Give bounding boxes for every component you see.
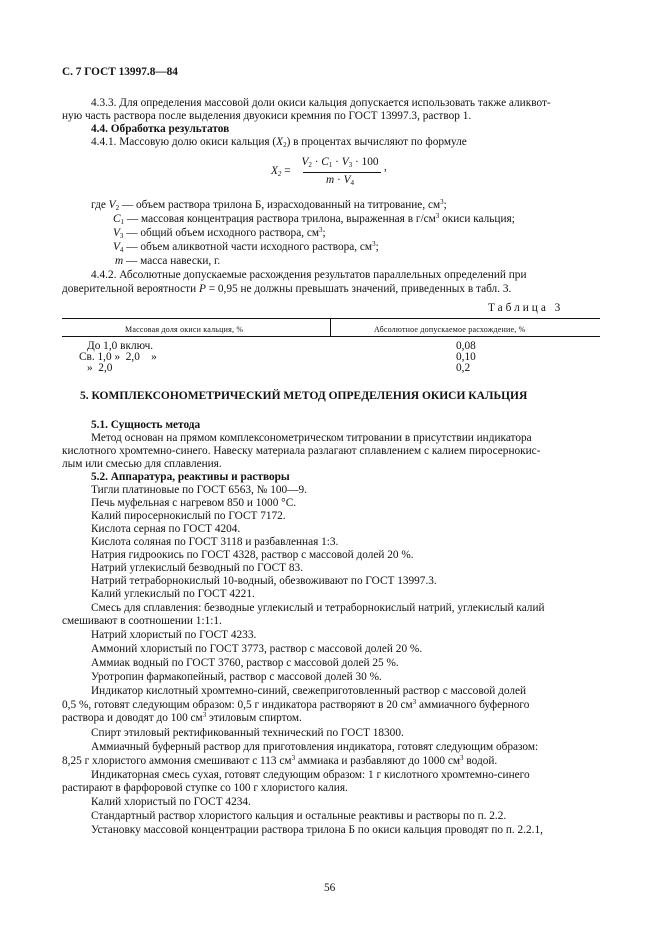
legend-v2: где $V_2$ — объем раствора трилона Б, израсходованный на титрование, $см^3$; [91,198,447,212]
list-item: Натрия гидроокись по ГОСТ 4328, раствор с массовой долей 20 %. [91,549,414,561]
list-item: Печь муфельная с нагревом 850 и 1000 °С. [91,497,297,509]
legend-m: m — масса навески, г. [115,255,221,267]
list-item: Калий углекислый по ГОСТ 4221. [91,588,255,600]
formula-comma: , [384,161,387,173]
paragraph-line: Стандартный раствор хлористого кальция и остальные реактивы и растворы по п. 2.2. [91,810,507,822]
list-item: Калий хлористый по ГОСТ 4234. [91,796,251,808]
formula-lhs: $X_2$ = [271,165,291,178]
paragraph-line: 8,25 г хлористого аммония смешивают с 113 $см^3$ аммиака и разбавляют до 1000 $см^3$ водой. [62,754,498,767]
list-item: Аммиак водный по ГОСТ 3760, раствор с массовой долей 25 %. [91,657,399,669]
list-item: Кислота серная по ГОСТ 4204. [91,523,241,535]
table-cell: 0,08 [456,340,476,352]
list-item: Спирт этиловый ректификованный технический по ГОСТ 18300. [91,727,404,739]
table-caption: Таблица 3 [488,302,564,314]
paragraph-line: Индикаторная смесь сухая, готовят следующим образом: 1 г кислотного хромтемно-синего [91,769,530,781]
table-header-cell: Абсолютное допускаемое расхождение, % [374,325,526,334]
paragraph-line: лым или смесью для сплавления. [62,458,222,470]
paragraph-line: 4.4.1. Массовую долю окиси кальция $(X_2)$ в процентах вычисляют по формуле [91,136,467,149]
paragraph-line: Индикатор кислотный хромтемно-синий, свежеприготовленный раствор с массовой долей [91,685,527,697]
paragraph-line: ную часть раствора после выделения двуокиси кремния по ГОСТ 13997.3, раствор 1. [62,110,472,122]
list-item: Натрий углекислый безводный по ГОСТ 83. [91,562,304,574]
section-title: 5. КОМПЛЕКСОНОМЕТРИЧЕСКИЙ МЕТОД ОПРЕДЕЛЕНИЯ ОКИСИ КАЛЬЦИЯ [80,390,528,402]
page-number: 56 [324,882,336,894]
paragraph-line: растирают в фарфоровой ступке со 100 г хлористого калия. [62,782,348,794]
paragraph-line: смешивают в соотношении 1:1:1. [62,615,222,627]
paragraph-line: раствора и доводят до 100 $см^3$ этиловым спиртом. [62,711,302,724]
table-header-cell: Массовая доля окиси кальция, % [125,325,244,334]
list-item: Калий пиросернокислый по ГОСТ 7172. [91,510,286,522]
formula-denominator: $m \cdot V_4$ [326,174,354,187]
table-rule-header [62,336,600,337]
section-heading: 4.4. Обработка результатов [91,123,230,135]
formula-numerator: $V_2 \cdot C_1 \cdot V_3 \cdot 100$ [301,156,379,169]
fraction-bar [303,172,381,173]
table-cell: » 2,0 [87,362,113,374]
section-heading: 5.1. Сущность метода [91,419,201,431]
paragraph-line: 4.3.3. Для определения массовой доли окиси кальция допускается использовать также аликвот- [91,97,551,109]
paragraph-line: Установку массовой концентрации раствора трилона Б по окиси кальция проводят по п. 2.2.1, [91,824,543,836]
list-item: Кислота соляная по ГОСТ 3118 и разбавленная 1:3. [91,536,339,548]
table-cell: До 1,0 включ. [87,340,154,352]
table-rule-top [62,318,600,319]
list-item: Натрий хлористый по ГОСТ 4233. [91,629,257,641]
paragraph-line: Аммиачный буферный раствор для приготовления индикатора, готовят следующим образом: [91,741,539,753]
list-item: Аммоний хлористый по ГОСТ 3773, раствор с массовой долей 20 %. [91,643,423,655]
legend-v4: $V_4$ — объем аликвотной части исходного раствора, $см^3$; [113,240,379,254]
table-cell: 0,10 [456,351,476,363]
legend-v3: $V_3$ — общий объем исходного раствора, $см^3$; [113,226,326,240]
paragraph-line: доверительной вероятности P = 0,95 не должны превышать значений, приведенных в табл. 3. [62,283,512,295]
table-cell: 0,2 [456,362,471,374]
legend-c1: $C_1$ — массовая концентрация раствора трилона, выраженная в $г/см^3$ окиси кальция; [113,212,515,226]
paragraph-line: Смесь для сплавления: безводные углекислый и тетраборнокислый натрий, углекислый калий [91,602,545,614]
paragraph-line: Метод основан на прямом комплексонометрическом титровании в присутствии индикатора [91,432,532,444]
list-item: Натрий тетраборнокислый 10-водный, обезвоживают по ГОСТ 13997.3. [91,575,437,587]
paragraph-line: кислотного хромтемно-синего. Навеску материала разлагают сплавлением с калием пиросернокис- [62,445,541,457]
section-heading: 5.2. Аппаратура, реактивы и растворы [91,471,290,483]
table-divider [330,318,331,336]
paragraph-line: 4.4.2. Абсолютные допускаемые расхождения результатов параллельных определений при [91,269,527,281]
page-header: С. 7 ГОСТ 13997.8—84 [62,66,178,78]
table-cell: Св. 1,0 » 2,0 » [79,351,157,363]
paragraph-line: 0,5 %, готовят следующим образом: 0,5 г индикатора растворяют в 20 $см^3$ аммиачного буферного [62,698,530,711]
list-item: Уротропин фармакопейный, раствор с массовой долей 30 %. [91,671,382,683]
list-item: Тигли платиновые по ГОСТ 6563, № 100—9. [91,484,307,496]
